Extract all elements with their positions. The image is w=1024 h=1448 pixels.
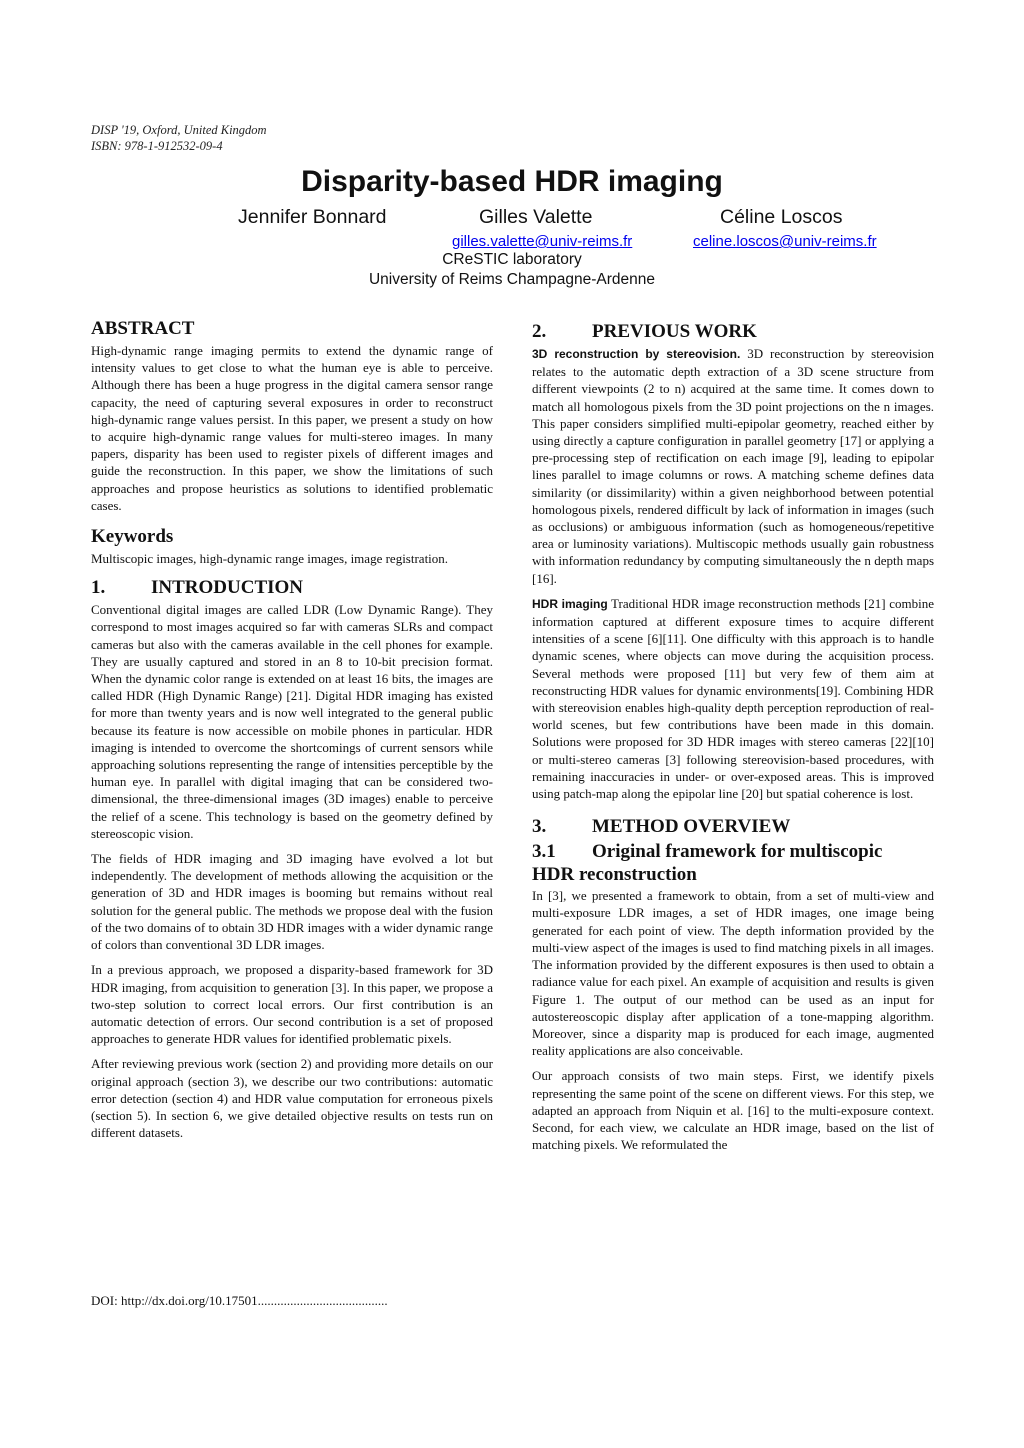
subsection-title-line-1: Original framework for multiscopic (592, 841, 883, 863)
author-1-name: Jennifer Bonnard (238, 206, 387, 228)
previous-work-heading (532, 321, 934, 343)
keywords-heading: Keywords (91, 526, 174, 548)
method-overview-heading (532, 816, 934, 838)
author-3-email-link[interactable]: celine.loscos@univ-reims.fr (693, 233, 877, 250)
method-paragraph-2: Our approach consists of two main steps. First, we identify pixels representing the same point of the scene on different views. For this step, we adapted an approach from Niquin et al. [16] to the multi-exposure context. Second, for each view, we calculate an HDR image, based on the list of matching pixels. We reformulated the (532, 1068, 934, 1153)
subsection-heading (532, 840, 934, 886)
section-number: 1. (91, 577, 106, 599)
keywords-text: Multiscopic images, high-dynamic range images, image registration. (91, 551, 449, 567)
intro-paragraph-4: After reviewing previous work (section 2) and providing more details on our original approach (section 3), we describe our two contributions: automatic error detection (section 4) and HDR value computation for erroneous pixels (section 5). In section 6, we give detailed objective results on tests run on different datasets. (91, 1056, 493, 1141)
previous-work-paragraph-2 (532, 595, 934, 802)
right-column (532, 321, 934, 1161)
section-title: METHOD OVERVIEW (592, 816, 791, 838)
conference-header (91, 122, 267, 154)
introduction-heading (91, 577, 493, 599)
left-column (91, 318, 493, 1149)
method-paragraph-1: In [3], we presented a framework to obtain, from a set of multi-view and multi-exposure LDR images, a set of HDR images, one image being generated for each point of view. The depth information provided by the multi-view aspect of the images is used to find matching pixels in all images. The information provided by the different exposures is then used to obtain a radiance value for each pixel. An example of acquisition and results is given Figure 1. The output of our method can be used as an input for autostereoscopic display after application of a tone-mapping algorithm. Moreover, since a disparity map is produced for each image, augmented reality applications are also conceivable. (532, 888, 934, 1059)
abstract-text: High-dynamic range imaging permits to extend the dynamic range of intensity values to get close to what the human eye is able to perceive. Although there has been a huge progress in the digital camera sensor range capacity, the need of capturing several exposures in order to reconstruct high-dynamic range values persist. In this paper, we present a study on how to acquire high-dynamic range values for multi-stereo images. In many papers, disparity has been used to register pixels of different images and guide the reconstruction. In this paper, we show the limitations of such approaches and propose heuristics as solutions to identified problematic cases. (91, 343, 493, 513)
author-3-name: Céline Loscos (720, 206, 843, 228)
conference-line: DISP '19, Oxford, United Kingdom (91, 123, 267, 137)
abstract-heading: ABSTRACT (91, 318, 195, 339)
lab-name: CReSTIC laboratory (442, 251, 582, 268)
author-2-email-link[interactable]: gilles.valette@univ-reims.fr (452, 233, 633, 250)
subsection-title-line-2: HDR reconstruction (532, 864, 697, 886)
paragraph-body: Traditional HDR image reconstruction methods [21] combine information captured at different exposure times to acquire different intensities of a scene [6][11]. One difficulty with this approach is to handle dynamic scenes, where objects can move during the acquisition process. Several methods were proposed [11] but very few of them aim at reconstructing HDR values for dynamic environments[19]. Combining HDR with stereovision enables high-quality depth perception reproduction of real-world scenes, but few contributions have been made in this domain. Solutions were proposed for 3D HDR images with stereo cameras [22][10] or multi-stereo cameras [3] following stereovision-based procedures, with remaining inaccuracies in under- or over-exposed areas. This is improved using patch-map along the epipolar line [20] but spatial coherence is lost. (532, 595, 934, 802)
runin-heading: HDR imaging (532, 596, 608, 611)
isbn-line: ISBN: 978-1-912532-09-4 (91, 139, 223, 153)
section-title: INTRODUCTION (151, 577, 304, 599)
subsection-number: 3.1 (532, 841, 556, 863)
intro-paragraph-3: In a previous approach, we proposed a disparity-based framework for 3D HDR imaging, from acquisition to generation [3]. In this paper, we propose a two-step solution to correct local errors. Our first contribution is an automatic detection of errors. Our second contribution is a set of proposed approaches to generate HDR values for identified problematic pixels. (91, 962, 493, 1047)
previous-work-paragraph-1 (532, 345, 934, 587)
section-number: 2. (532, 321, 547, 342)
section-title: PREVIOUS WORK (592, 321, 757, 342)
intro-paragraph-2: The fields of HDR imaging and 3D imaging have evolved a lot but independently. The development of methods allowing the acquisition or the generation of 3D and HDR images is booming but remains without real solution for the general public. The methods we propose deal with the fusion of the two domains of to obtain 3D HDR images with a wider dynamic range of colors than conventional 3D LDR images. (91, 851, 493, 953)
paragraph-body: 3D reconstruction by stereovision relates to the automatic depth extraction of a 3D scene structure from different viewpoints (2 to n) acquired at the same time. It comes down to match all homologous pixels from the 3D point projections on the n images. This paper considers simplified multi-epipolar geometry, reached either by using directly a capture configuration in parallel geometry [17] or applying a pre-processing step of rectification on each image [9], leading to epipolar lines parallel to image columns or rows. A matching scheme defines data similarity (or dissimilarity) within a given neighborhood between potential homologous pixels, rendered difficult by lack of information in images (such as occlusions) or ambiguous information (such as homogeneous/repetitive area or luminosity variations). Multiscopic methods usually gain robustness with information redundancy by computing simultaneously the n depth maps [16]. (532, 346, 934, 586)
doi-footer: DOI: http://dx.doi.org/10.17501........................................ (91, 1293, 388, 1308)
paper-title: Disparity-based HDR imaging (301, 165, 723, 198)
intro-paragraph-1: Conventional digital images are called LDR (Low Dynamic Range). They correspond to most images acquired so far with cameras SLRs and compact cameras but also with the cameras available in the cell phones for example. They are usually captured and stored in an 8 to 10-bit precision format. When the dynamic color range is extended on at least 16 bits, the images are called HDR (High Dynamic Range) [21]. Digital HDR imaging has existed for more than twenty years and is now well integrated to the general public because its feature is now accessible on mobile phones in particular. HDR imaging is intended to overcome the shortcomings of current sensors while approaching solutions representing the range of intensities perceptible by the human eye. In parallel with digital imaging that can be considered two-dimensional, the three-dimensional images (3D images) enable to perceive the relief of a scene. This technology is based on the geometry defined by stereoscopic vision. (91, 602, 493, 841)
university-name: University of Reims Champagne-Ardenne (368, 271, 656, 288)
section-number: 3. (532, 816, 547, 838)
author-2-name: Gilles Valette (479, 206, 593, 228)
runin-heading: 3D reconstruction by stereovision. (532, 347, 741, 361)
